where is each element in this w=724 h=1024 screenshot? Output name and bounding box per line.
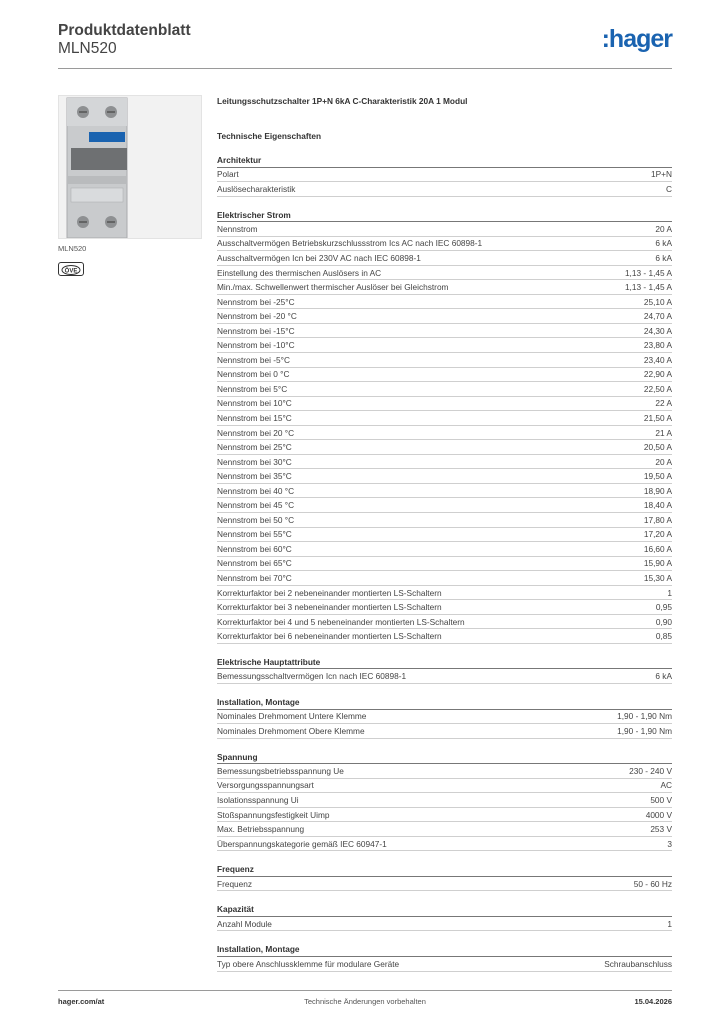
spec-row xyxy=(217,295,672,310)
spec-value: 15,90 A xyxy=(643,558,672,569)
spec-row xyxy=(217,877,672,892)
spec-value: 0,95 xyxy=(655,602,672,613)
spec-label: Überspannungskategorie gemäß IEC 60947-1 xyxy=(217,838,387,849)
spec-row xyxy=(217,411,672,426)
spec-label: Polart xyxy=(217,169,239,180)
spec-value: 17,20 A xyxy=(643,529,672,540)
spec-label: Nennstrom bei -15°C xyxy=(217,325,295,336)
product-image xyxy=(58,95,202,239)
spec-sections xyxy=(217,154,672,972)
spec-row xyxy=(217,498,672,513)
spec-label: Korrekturfaktor bei 3 nebeneinander montierten LS-Schaltern xyxy=(217,602,442,613)
spec-label: Nennstrom bei 60°C xyxy=(217,543,292,554)
spec-value: 253 V xyxy=(650,824,672,835)
spec-row xyxy=(217,382,672,397)
spec-label: Nennstrom bei 65°C xyxy=(217,558,292,569)
spec-value: 50 - 60 Hz xyxy=(633,878,672,889)
spec-value: 24,70 A xyxy=(643,311,672,322)
document-subtitle: MLN520 xyxy=(58,40,117,57)
spec-value: 1 xyxy=(667,918,672,929)
spec-row xyxy=(217,397,672,412)
spec-row xyxy=(217,324,672,339)
spec-value: 20 A xyxy=(655,223,672,234)
hager-logo: :hager xyxy=(601,25,672,53)
product-image-caption: MLN520 xyxy=(58,244,87,253)
spec-section xyxy=(217,903,672,931)
spec-label: Nennstrom xyxy=(217,223,258,234)
spec-value: 22,90 A xyxy=(643,369,672,380)
page-header xyxy=(58,20,672,66)
spec-label: Frequenz xyxy=(217,878,253,889)
spec-section xyxy=(217,943,672,971)
spec-label: Nennstrom bei 45 °C xyxy=(217,500,295,511)
spec-label: Nennstrom bei 35°C xyxy=(217,471,292,482)
spec-row xyxy=(217,222,672,237)
spec-row xyxy=(217,513,672,528)
spec-row xyxy=(217,426,672,441)
spec-label: Nennstrom bei 40 °C xyxy=(217,485,295,496)
ove-logo xyxy=(59,264,83,276)
spec-label: Korrekturfaktor bei 6 nebeneinander montierten LS-Schaltern xyxy=(217,631,442,642)
spec-value: 23,40 A xyxy=(643,354,672,365)
spec-row xyxy=(217,557,672,572)
product-description: Leitungsschutzschalter 1P+N 6kA C-Charakteristik 20A 1 Modul xyxy=(217,96,468,106)
spec-label: Einstellung des thermischen Auslösers in AC xyxy=(217,267,382,278)
spec-label: Nennstrom bei 70°C xyxy=(217,572,292,583)
spec-value: 22 A xyxy=(655,398,672,409)
spec-label: Nennstrom bei 5°C xyxy=(217,383,288,394)
spec-label: Nennstrom bei -10°C xyxy=(217,340,295,351)
spec-row xyxy=(217,338,672,353)
spec-label: Ausschaltvermögen Betriebskurzschlussstrom Ics AC nach IEC 60898-1 xyxy=(217,238,483,249)
spec-label: Nennstrom bei -20 °C xyxy=(217,311,297,322)
spec-label: Nominales Drehmoment Untere Klemme xyxy=(217,711,367,722)
spec-row xyxy=(217,710,672,725)
footer-disclaimer: Technische Änderungen vorbehalten xyxy=(304,997,426,1006)
section-title: Installation, Montage xyxy=(217,696,672,710)
spec-label: Typ obere Anschlussklemme für modulare Geräte xyxy=(217,958,400,969)
spec-value: 1,90 - 1,90 Nm xyxy=(617,725,672,736)
spec-value: Schraubanschluss xyxy=(604,958,672,969)
section-title: Elektrische Hauptattribute xyxy=(217,656,672,670)
spec-label: Nennstrom bei 30°C xyxy=(217,456,292,467)
spec-label: Nennstrom bei -5°C xyxy=(217,354,290,365)
spec-value: 24,30 A xyxy=(643,325,672,336)
spec-row xyxy=(217,542,672,557)
spec-row xyxy=(217,237,672,252)
spec-value: 23,80 A xyxy=(643,340,672,351)
spec-value: 18,90 A xyxy=(643,485,672,496)
spec-row xyxy=(217,484,672,499)
section-title: Frequenz xyxy=(217,863,672,877)
spec-row xyxy=(217,528,672,543)
spec-value: 230 - 240 V xyxy=(629,765,672,776)
spec-row xyxy=(217,764,672,779)
spec-section xyxy=(217,696,672,739)
spec-label: Nennstrom bei 20 °C xyxy=(217,427,295,438)
spec-row xyxy=(217,469,672,484)
spec-value: 3 xyxy=(667,838,672,849)
spec-row xyxy=(217,793,672,808)
spec-label: Nennstrom bei 25°C xyxy=(217,442,292,453)
spec-label: Ausschaltvermögen Icn bei 230V AC nach IEC 60898-1 xyxy=(217,252,421,263)
spec-label: Korrekturfaktor bei 2 nebeneinander montierten LS-Schaltern xyxy=(217,587,442,598)
spec-value: 22,50 A xyxy=(643,383,672,394)
spec-label: Min./max. Schwellenwert thermischer Auslöser bei Gleichstrom xyxy=(217,282,449,293)
spec-label: Anzahl Module xyxy=(217,918,272,929)
spec-label: Nennstrom bei -25°C xyxy=(217,296,295,307)
spec-value: 500 V xyxy=(650,794,672,805)
circuit-breaker-illustration xyxy=(59,96,201,238)
spec-row xyxy=(217,440,672,455)
spec-label: Stoßspannungsfestigkeit Uimp xyxy=(217,809,330,820)
spec-value: 17,80 A xyxy=(643,514,672,525)
spec-value: AC xyxy=(660,780,672,791)
spec-row xyxy=(217,368,672,383)
spec-row xyxy=(217,917,672,932)
spec-value: 1 xyxy=(667,587,672,598)
spec-label: Max. Betriebsspannung xyxy=(217,824,305,835)
spec-row xyxy=(217,266,672,281)
spec-label: Auslösecharakteristik xyxy=(217,183,296,194)
spec-value: 6 kA xyxy=(655,252,672,263)
spec-section xyxy=(217,209,672,644)
spec-label: Versorgungsspannungsart xyxy=(217,780,314,791)
spec-row xyxy=(217,724,672,739)
section-title: Kapazität xyxy=(217,903,672,917)
spec-row xyxy=(217,168,672,183)
spec-value: 16,60 A xyxy=(643,543,672,554)
spec-value: 15,30 A xyxy=(643,572,672,583)
spec-value: C xyxy=(666,183,672,194)
spec-row xyxy=(217,309,672,324)
spec-row xyxy=(217,808,672,823)
spec-value: 0,85 xyxy=(655,631,672,642)
spec-value: 1,13 - 1,45 A xyxy=(624,282,672,293)
spec-row xyxy=(217,586,672,601)
spec-value: 6 kA xyxy=(655,238,672,249)
spec-label: Nennstrom bei 50 °C xyxy=(217,514,295,525)
document-title: Produktdatenblatt xyxy=(58,22,191,39)
spec-label: Korrekturfaktor bei 4 und 5 nebeneinander montierten LS-Schaltern xyxy=(217,616,465,627)
section-title: Architektur xyxy=(217,154,672,168)
spec-row xyxy=(217,629,672,644)
section-title: Elektrischer Strom xyxy=(217,209,672,223)
spec-section xyxy=(217,751,672,852)
spec-label: Nominales Drehmoment Obere Klemme xyxy=(217,725,365,736)
spec-label: Nennstrom bei 15°C xyxy=(217,412,292,423)
spec-value: 6 kA xyxy=(655,671,672,682)
spec-row xyxy=(217,837,672,852)
spec-row xyxy=(217,455,672,470)
spec-label: Nennstrom bei 10°C xyxy=(217,398,292,409)
section-title: Installation, Montage xyxy=(217,943,672,957)
spec-value: 1,13 - 1,45 A xyxy=(624,267,672,278)
spec-label: Bemessungsschaltvermögen Icn nach IEC 60898-1 xyxy=(217,671,407,682)
spec-row xyxy=(217,615,672,630)
footer-website: hager.com/at xyxy=(58,997,105,1006)
section-title: Spannung xyxy=(217,751,672,765)
spec-value: 25,10 A xyxy=(643,296,672,307)
technical-properties-heading: Technische Eigenschaften xyxy=(217,131,322,141)
spec-row xyxy=(217,280,672,295)
spec-row xyxy=(217,251,672,266)
footer-divider xyxy=(58,990,672,991)
spec-row xyxy=(217,822,672,837)
page-footer xyxy=(58,997,672,1009)
spec-section xyxy=(217,154,672,197)
spec-label: Isolationsspannung Ui xyxy=(217,794,299,805)
spec-section xyxy=(217,656,672,684)
spec-row xyxy=(217,600,672,615)
spec-value: 20,50 A xyxy=(643,442,672,453)
spec-value: 21 A xyxy=(655,427,672,438)
spec-label: Nennstrom bei 55°C xyxy=(217,529,292,540)
header-divider xyxy=(58,68,672,69)
spec-section xyxy=(217,863,672,891)
spec-label: Nennstrom bei 0 °C xyxy=(217,369,290,380)
spec-row xyxy=(217,779,672,794)
ove-certification-badge xyxy=(58,262,84,276)
spec-value: 19,50 A xyxy=(643,471,672,482)
spec-value: 4000 V xyxy=(645,809,672,820)
spec-value: 1P+N xyxy=(651,169,672,180)
spec-row xyxy=(217,571,672,586)
footer-date: 15.04.2026 xyxy=(634,997,672,1006)
spec-row xyxy=(217,669,672,684)
ove-badge-text: ÖVE xyxy=(64,268,78,275)
spec-value: 21,50 A xyxy=(643,412,672,423)
spec-label: Bemessungsbetriebsspannung Ue xyxy=(217,765,344,776)
spec-value: 0,90 xyxy=(655,616,672,627)
spec-row xyxy=(217,182,672,197)
spec-value: 1,90 - 1,90 Nm xyxy=(617,711,672,722)
spec-value: 18,40 A xyxy=(643,500,672,511)
spec-row xyxy=(217,957,672,972)
product-specifications xyxy=(217,95,672,984)
spec-value: 20 A xyxy=(655,456,672,467)
spec-row xyxy=(217,353,672,368)
